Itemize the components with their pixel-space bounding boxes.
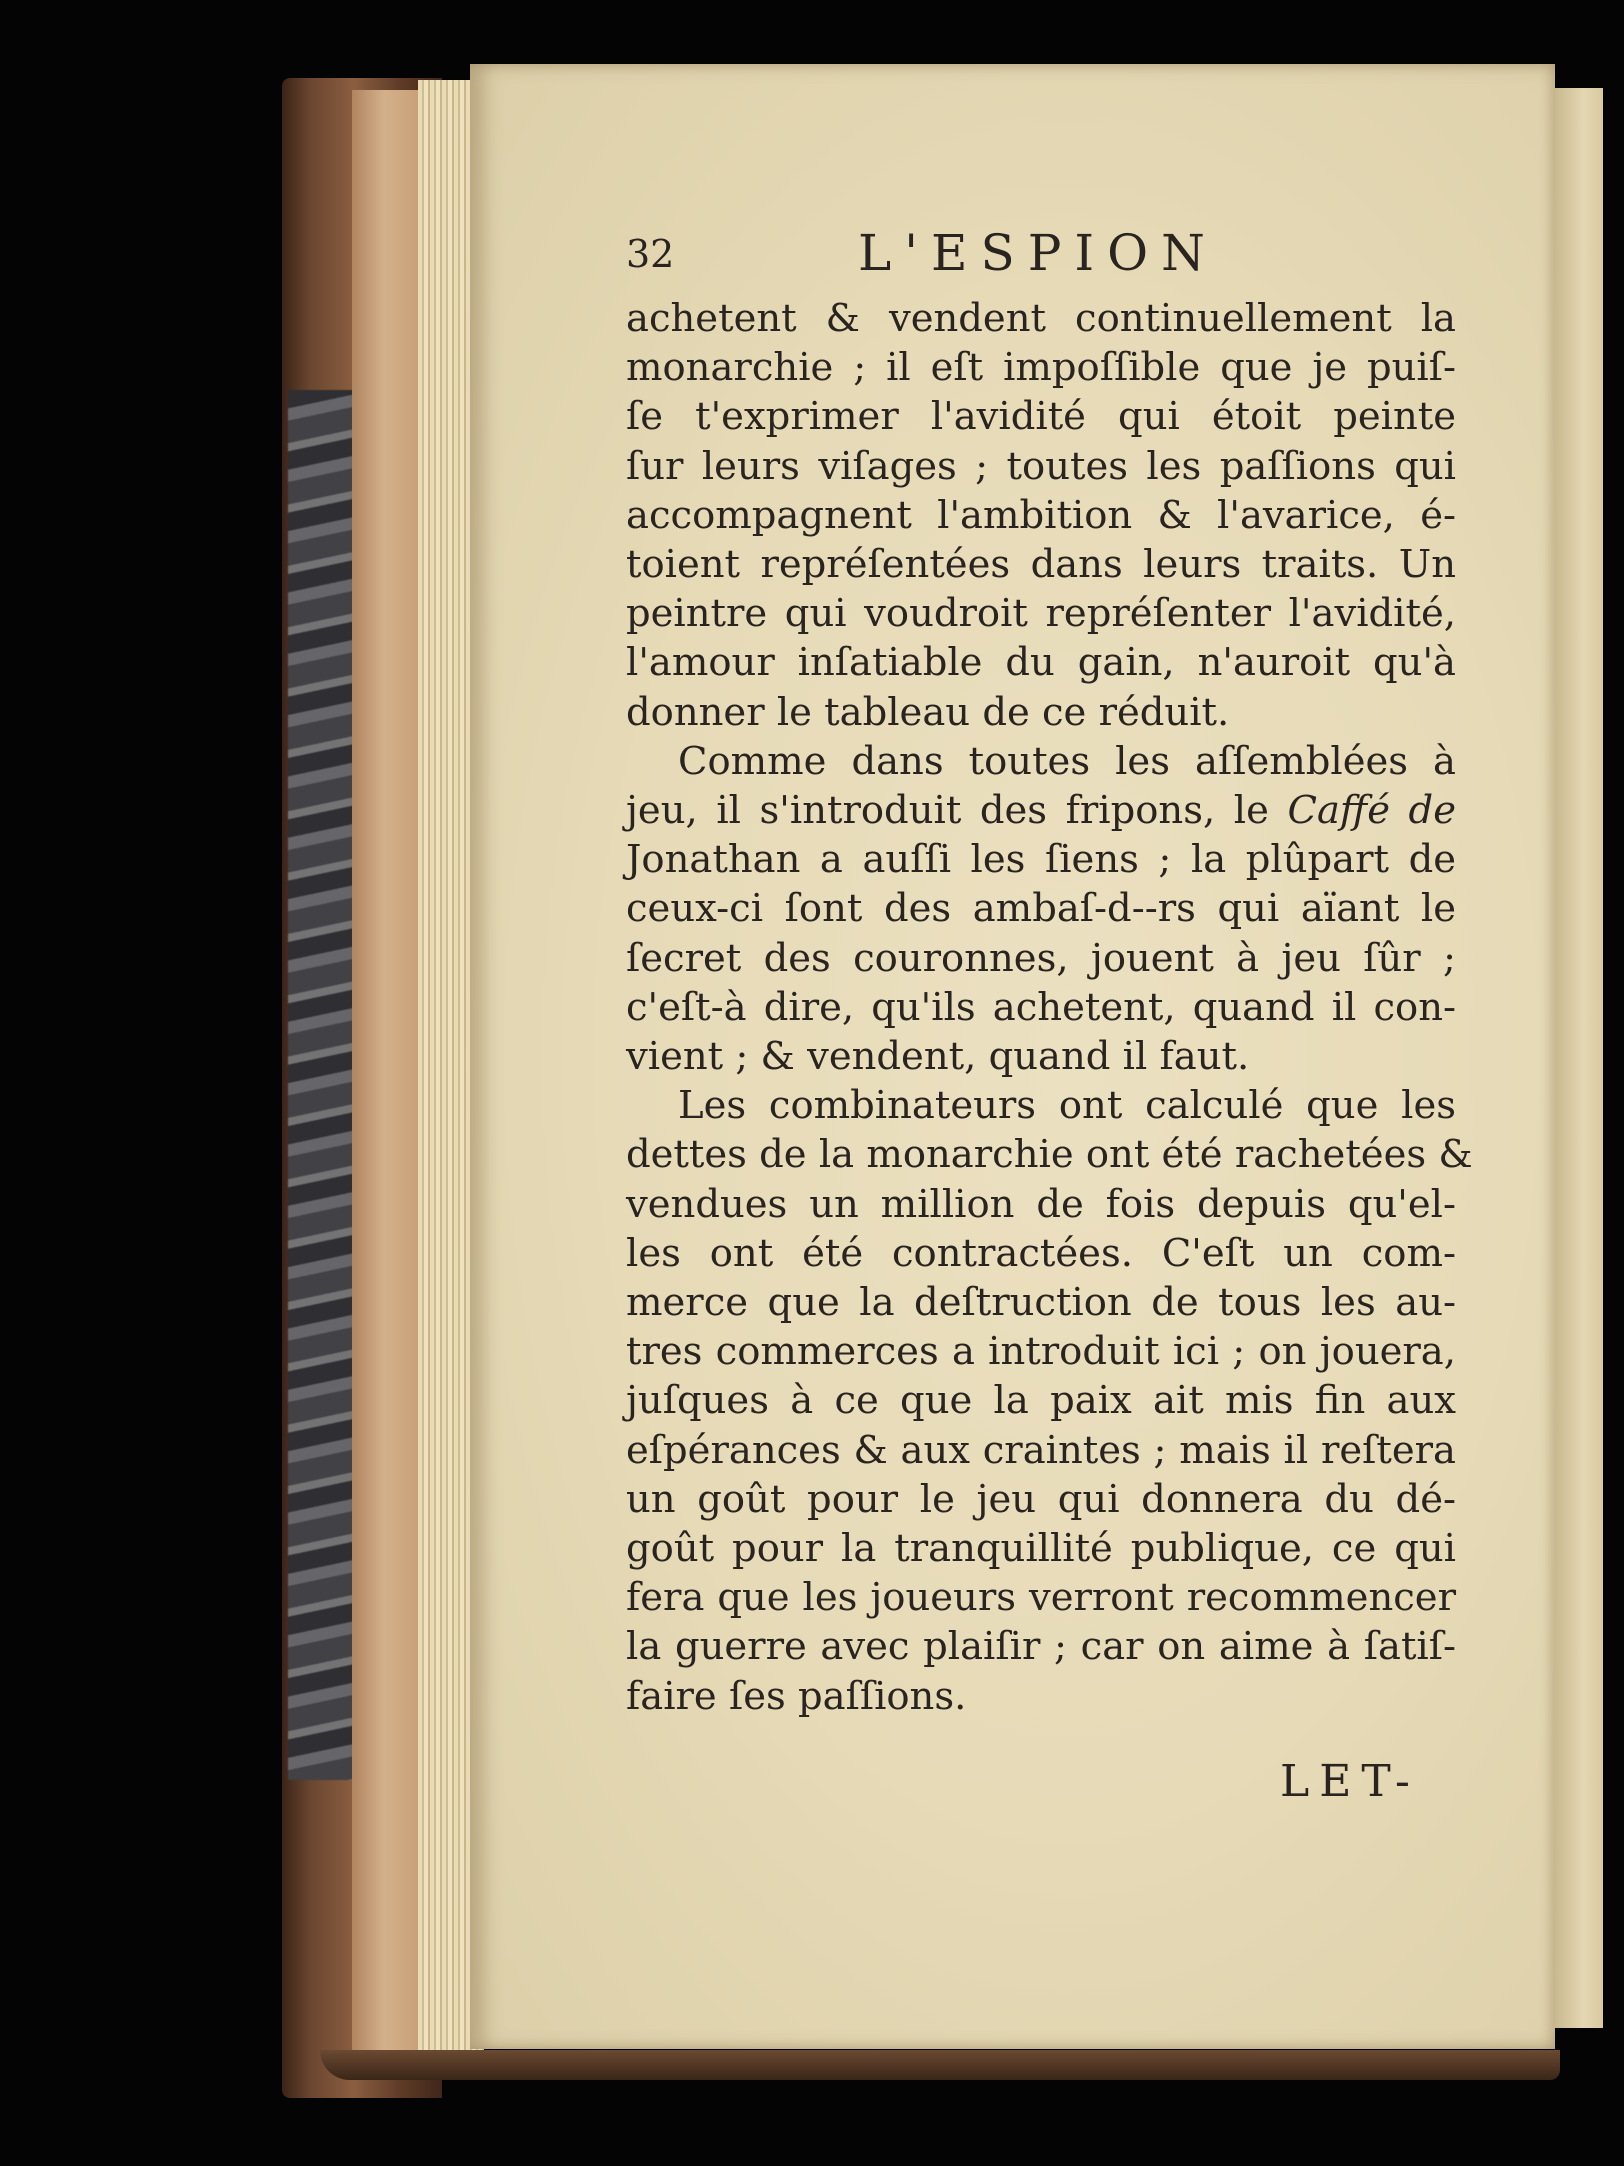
- paragraph-3: [626, 1081, 1473, 1721]
- text-line: fera que les joueurs verront recommencer: [626, 1575, 1456, 1621]
- text-line: la guerre avec plaiſir ; car on aime à ſatiſ-: [626, 1624, 1456, 1670]
- italic-phrase: Caffé de: [1287, 788, 1456, 834]
- page-header: [626, 224, 1456, 294]
- text-line: ſur leurs viſages ; toutes les paſſions qui: [626, 443, 1456, 489]
- text-line: peintre qui voudroit repréſenter l'avidité,: [626, 591, 1456, 637]
- text-line: Les combinateurs ont calculé que les: [678, 1083, 1456, 1129]
- text-line: achetent & vendent continuellement la: [626, 296, 1456, 341]
- text-line: tres commerces a introduit ici ; on jouera,: [626, 1329, 1456, 1375]
- facing-page-edge: [1555, 88, 1603, 2028]
- text-line: faire ſes paſſions.: [626, 1673, 967, 1719]
- text-line: c'eſt-à dire, qu'ils achetent, quand il con-: [626, 984, 1456, 1030]
- text-line: ceux-ci ſont des ambaſ-d--rs qui aïant le: [626, 886, 1456, 932]
- text-line: juſques à ce que la paix ait mis fin aux: [626, 1378, 1456, 1424]
- text-line-with-italic: [626, 786, 1456, 835]
- text-line: les ont été contractées. C'eſt un com-: [626, 1230, 1456, 1276]
- page-number: 32: [626, 232, 675, 276]
- text-line: accompagnent l'ambition & l'avarice, é-: [626, 492, 1456, 538]
- catchword: LET-: [1280, 1756, 1420, 1807]
- text-line: l'amour inſatiable du gain, n'auroit qu'à: [626, 640, 1456, 686]
- paragraph-1: [626, 294, 1456, 737]
- text-line: monarchie ; il eſt impoſſible que je puiſ-: [626, 345, 1456, 391]
- running-title: L'ESPION: [858, 224, 1218, 282]
- text-line: vient ; & vendent, quand il faut.: [626, 1034, 1250, 1080]
- text-line: merce que la deſtruction de tous les au-: [626, 1280, 1456, 1326]
- text-line: goût pour la tranquillité publique, ce qui: [626, 1526, 1456, 1572]
- paragraph-2: [626, 737, 1456, 1081]
- text-line: vendues un million de fois depuis qu'el-: [626, 1181, 1456, 1227]
- text-line: Comme dans toutes les aſſemblées à: [678, 738, 1456, 784]
- text-line: eſpérances & aux craintes ; mais il reſtera: [626, 1427, 1456, 1473]
- text-line: un goût pour le jeu qui donnera du dé-: [626, 1476, 1456, 1522]
- text-line: ſecret des couronnes, jouent à jeu ſûr ;: [626, 935, 1456, 981]
- text-segment: jeu, il s'introduit des fripons, le: [626, 788, 1288, 834]
- binding-bottom-edge: [320, 2050, 1560, 2080]
- marbled-board: [288, 390, 358, 1780]
- text-line: ſe t'exprimer l'avidité qui étoit peinte: [626, 394, 1456, 440]
- text-line: donner le tableau de ce réduit.: [626, 689, 1230, 735]
- text-line: toient repréſentées dans leurs traits. Un: [626, 542, 1456, 588]
- text-line: Jonathan a auſſi les ſiens ; la plûpart de: [626, 837, 1456, 883]
- text-line: dettes de la monarchie ont été rachetées &: [626, 1132, 1473, 1178]
- page-text: [626, 224, 1473, 1721]
